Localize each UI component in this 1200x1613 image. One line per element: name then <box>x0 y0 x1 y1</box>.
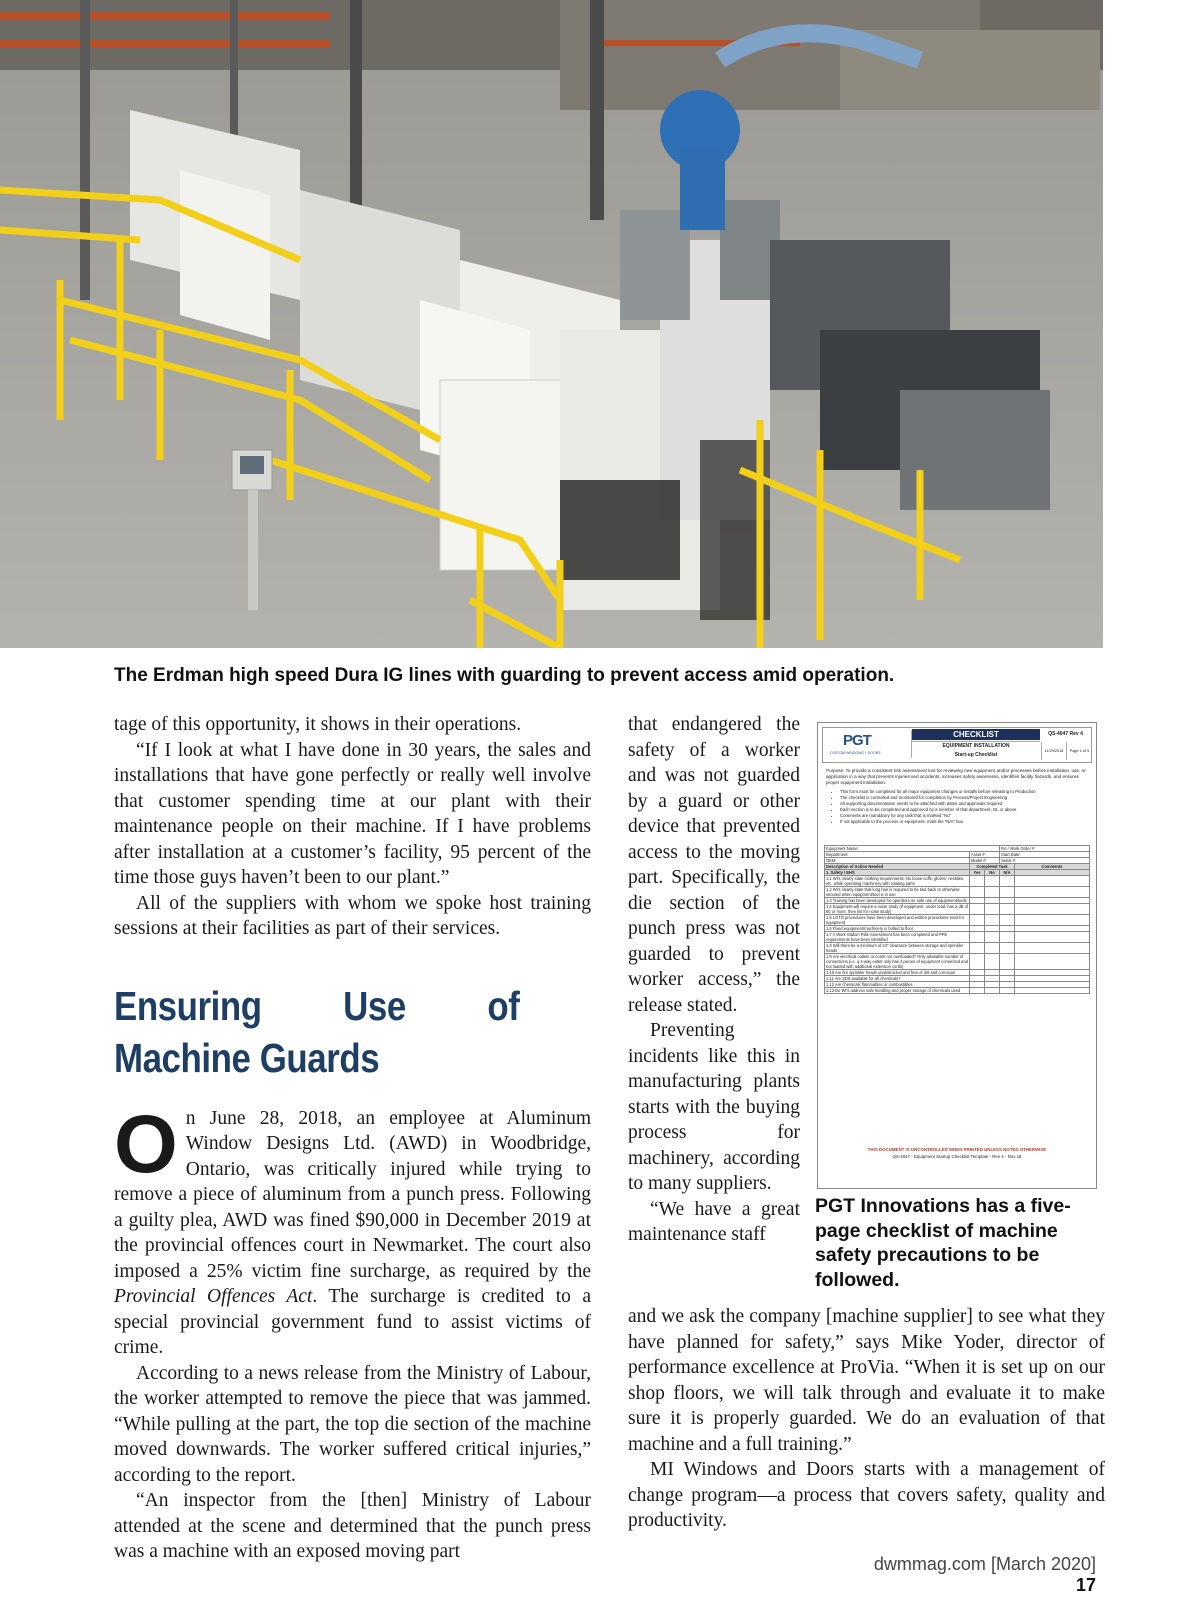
bullet: • This form must be completed for all major equipment changes or installs before releasing to Production <box>840 789 1088 795</box>
page-folio <box>850 1554 1096 1596</box>
checklist-footer <box>818 1146 1096 1160</box>
bullet: • Comments are mandatory for any task that is marked "No" <box>840 813 1088 819</box>
cell: Model #: <box>970 858 1000 864</box>
checklist-code: QS-4047 Rev 4 <box>1048 731 1083 737</box>
logo-text: PGT <box>843 732 871 749</box>
footer-ref: QS-4047 - Equipment Startup Checklist Template - Rev 4 - Nov 18 <box>892 1154 1022 1159</box>
checklist-table <box>824 845 1090 994</box>
cell: 1.6 Fixed equipment/machinery is bolted to floor <box>825 926 970 932</box>
checklist-header <box>822 727 1092 763</box>
photo-caption: The Erdman high speed Dura IG lines with guarding to prevent access amid operation. <box>114 665 895 686</box>
cell: Description of Action Needed <box>825 864 970 870</box>
cell: 1.3 Training has been developed for operators on safe use of equipment/tools <box>825 898 970 904</box>
paragraph: Preventing incidents like this in manufacturing plants starts with the buying process for machinery, according to many suppliers. <box>628 1020 800 1194</box>
paragraph: “An inspector from the [then] Ministry of Labour attended at the scene and determined that the punch press was a machine with an exposed moving part <box>114 1490 591 1562</box>
factory-photo <box>0 0 1103 648</box>
act-title: Provincial Offences Act <box>114 1286 313 1307</box>
cell: 1.8 Will there be a minimum of 24" clearance between storage and sprinkler heads <box>825 943 970 954</box>
paragraph: According to a news release from the Ministry of Labour, the worker attempted to remove the piece that was jammed. “While pulling at the part, the top die section of the machine moved downwards. The worker suffered critical injuries,” according to the report. <box>114 1362 591 1486</box>
issue-date: [March 2020] <box>990 1554 1096 1574</box>
bullet: • If not applicable to the process or equipment, mark the "N/A" box <box>840 819 1088 825</box>
cell: 1.5 LOTO procedures have been developed and written procedures exist for equipment <box>825 915 970 926</box>
cell: 1.7 A Work Station Risk Assessment has been completed and PPE requirements have been identified <box>825 932 970 943</box>
equip-label: EQUIPMENT INSTALLATION <box>942 743 1010 749</box>
right-column-wide <box>628 1304 1105 1534</box>
section-heading: Ensuring Use of Machine Guards <box>114 982 520 1081</box>
cell: 1.4 Equipment will require a noise study (If equipment, under load, has a dB of 80 or more, then list for noise study) <box>826 904 968 914</box>
cell: 1.12 Are chemicals flammables or combustibles <box>825 982 970 988</box>
paragraph-text: n June 28, 2018, an employee at Aluminum Window Designs Ltd. (AWD) in Woodbridge, Ontario, was critically injured while trying to remove a piece of aluminum from a punch press. Following a guilty plea, AWD was fined $90,000 in December 2019 at the provincial offences court in Newmarket. The court also imposed a 25% victim fine surcharge, as required by the <box>114 1107 591 1282</box>
site-url: dwmmag.com <box>873 1554 986 1574</box>
checklist-date: 11/29/2018 <box>1041 742 1066 760</box>
paragraph-text-end: . The surcharge is credited to a special provincial government fund to assist victims of crime. <box>114 1286 591 1358</box>
bullet: • The checklist is controlled and monitored for completion by Process/Project Engineering <box>840 795 1088 801</box>
paragraph: “We have a great maintenance staff <box>628 1198 800 1245</box>
checklist-caption: PGT Innovations has a five-page checklist of machine safety precautions to be followed. <box>815 1195 1071 1291</box>
checklist-purpose: Purpose: To provide a consistent risk assessment tool for reviewing new equipment and/or processes before installation, use, or application in a way that prevents injuries and accidents, increases safety awareness, identifies facility hazards, and ensures proper equipment installation. <box>826 768 1086 785</box>
cell: Completed Task <box>970 864 1015 870</box>
paragraph: tage of this opportunity, it shows in their operations. <box>114 714 522 735</box>
left-column <box>114 712 591 1565</box>
cell: 1.10 Are fire sprinkler heads unobstructed and free of dirt and corrosion <box>825 970 970 976</box>
cell: RA / Work Order #: <box>1000 846 1090 852</box>
cell: OEM: <box>825 858 970 864</box>
paragraph: and we ask the company [machine supplier] to see what they have planned for safety,” says Mike Yoder, director of performance excellence at ProVia. “When it is set up on our shop floors, we will talk through and evaluate it to make sure it is properly guarded. We do an evaluation of that machine and a full training.” <box>628 1306 1105 1455</box>
bullet: • All supporting documentation needs to be attached with dates and approvals required <box>840 801 1088 807</box>
cell: Comments <box>1015 864 1090 870</box>
cell: Yes <box>970 870 985 876</box>
paragraph: that endangered the safety of a worker and was not guarded by a guard or other device that prevented access to the moving part. Specifically, the die section of the punch press was not guarded to prevent worker access,” the release stated. <box>628 714 800 1016</box>
dropcap: O <box>114 1098 178 1190</box>
right-column-narrow <box>628 712 800 1248</box>
logo-subtext: CUSTOM WINDOWS + DOORS <box>830 751 881 755</box>
cell: 1.9 Are electrical outlets or cords not overloaded? Only allowable number of connections (i.e. a 4-way outlet only has 4 pieces of equipment connected and not loaded with additional extension cords) <box>826 954 969 969</box>
cell: 1. Safety / EHS <box>825 870 970 876</box>
bullet: • Each section is to be completed and approved by a member of that department, GL or above <box>840 807 1088 813</box>
cell: Asset #: <box>970 852 1000 858</box>
cell: No <box>985 870 1000 876</box>
footer-warning: THIS DOCUMENT IS UNCONTROLLED WHEN PRINTED UNLESS NOTED OTHERWISE <box>867 1147 1047 1152</box>
paragraph: “If I look at what I have done in 30 years, the sales and installations that have gone perfectly or really well involve that customer spending time at our plant with their maintenance people on their machine. If I have problems after installation at a customer’s facility, 95 percent of the time those guys haven’t been to our plant.” <box>114 739 591 888</box>
cell: Equipment Name: <box>825 846 1000 852</box>
checklist-title: CHECKLIST <box>912 729 1040 740</box>
cell: Department: <box>825 852 970 858</box>
startup-label: Start-up Checklist <box>954 752 998 758</box>
cell: 1.2 Wi's clearly state that long hair is required to be tied back or otherwise secured when equipment/tool is in use <box>825 887 970 898</box>
cell: 1.11 Are SDS available for all chemicals? <box>825 976 970 982</box>
cell: 1.13 Do WI's address safe handling and proper storage of chemicals used <box>825 988 970 994</box>
checklist-bullets <box>840 789 1088 825</box>
pgt-logo <box>825 730 912 758</box>
checklist-page: Page 1 of 5 <box>1066 742 1092 760</box>
checklist-subtitle <box>912 741 1040 760</box>
cell: N/A <box>1000 870 1015 876</box>
checklist-figure <box>817 722 1097 1189</box>
paragraph-dropcap <box>114 1098 591 1361</box>
cell: Start Date: <box>1000 852 1090 858</box>
cell: 1.1 Wi's clearly state clothing requirements: No loose cuffs, gloves, neckties, etc. while operating machinery with rotating parts <box>825 876 970 887</box>
factory-photo-illustration <box>0 0 1103 648</box>
page-number: 17 <box>1075 1575 1096 1595</box>
paragraph: All of the suppliers with whom we spoke host training sessions at their facilities as part of their services. <box>114 892 591 939</box>
paragraph: MI Windows and Doors starts with a management of change program—a process that covers safety, quality and productivity. <box>628 1459 1105 1531</box>
cell: Serial #: <box>1000 858 1090 864</box>
